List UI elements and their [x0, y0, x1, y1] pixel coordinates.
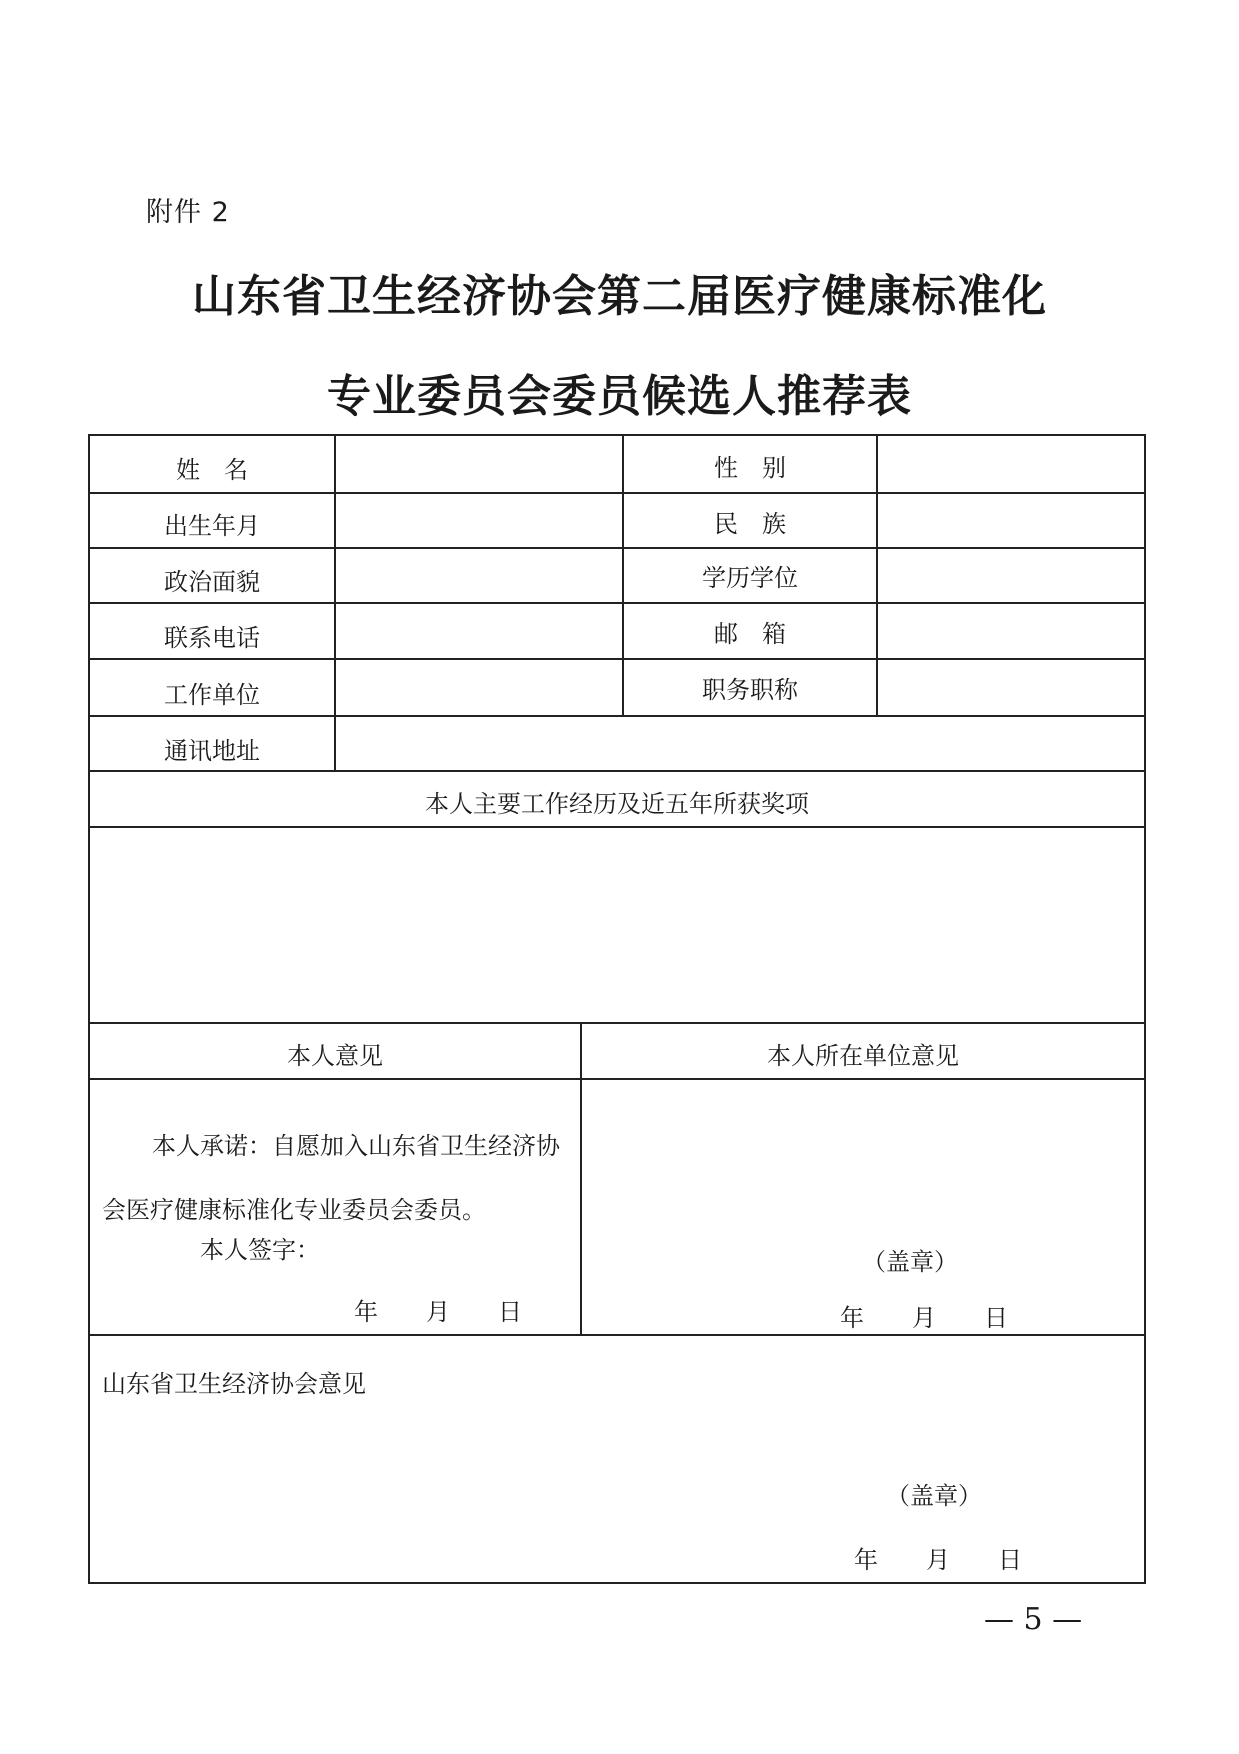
unit-date: 年 月 日	[840, 1304, 1008, 1332]
gender-field[interactable]	[878, 438, 1144, 492]
education-field[interactable]	[878, 549, 1144, 602]
form-title-line-1: 山东省卫生经济协会第二届医疗健康标准化	[192, 271, 1047, 322]
ethnicity-field[interactable]	[878, 494, 1144, 547]
association-opinion-label: 山东省卫生经济协会意见	[102, 1370, 366, 1398]
unit-seal: （盖章）	[862, 1248, 958, 1276]
label-birth: 出生年月	[164, 512, 260, 540]
row-divider	[90, 1022, 1144, 1024]
label-name: 姓 名	[176, 456, 248, 484]
employer-field[interactable]	[336, 660, 622, 715]
address-field[interactable]	[336, 717, 1144, 770]
label-position: 职务职称	[702, 676, 798, 704]
personal-opinion-header: 本人意见	[287, 1042, 383, 1070]
political-field[interactable]	[336, 549, 622, 602]
email-field[interactable]	[878, 604, 1144, 658]
label-email: 邮 箱	[714, 620, 786, 648]
row-divider	[90, 1334, 1144, 1336]
phone-field[interactable]	[336, 604, 622, 658]
personal-date: 年 月 日	[354, 1298, 522, 1326]
label-gender: 性 别	[714, 454, 786, 482]
pledge-line-1: 本人承诺：自愿加入山东省卫生经济协	[152, 1132, 560, 1160]
label-address: 通讯地址	[164, 737, 260, 765]
label-political: 政治面貌	[164, 568, 260, 596]
label-employer: 工作单位	[164, 681, 260, 709]
name-field[interactable]	[336, 438, 622, 492]
label-ethnicity: 民 族	[714, 510, 786, 538]
label-education: 学历学位	[702, 564, 798, 592]
unit-opinion-field[interactable]	[582, 1080, 1144, 1230]
form-title-line-2: 专业委员会委员候选人推荐表	[327, 371, 912, 422]
association-opinion-field[interactable]	[90, 1406, 1144, 1486]
label-phone: 联系电话	[164, 624, 260, 652]
page-number: — 5 —	[984, 1602, 1083, 1637]
attachment-label: 附件 2	[146, 197, 230, 228]
recommendation-form	[88, 434, 1146, 1584]
experience-header: 本人主要工作经历及近五年所获奖项	[425, 790, 809, 818]
row-divider	[90, 770, 1144, 772]
signature-field[interactable]	[330, 1226, 570, 1262]
experience-field[interactable]	[90, 828, 1144, 1022]
birth-field[interactable]	[336, 494, 622, 547]
association-seal: （盖章）	[886, 1482, 982, 1510]
unit-opinion-header: 本人所在单位意见	[767, 1042, 959, 1070]
pledge-line-2: 会医疗健康标准化专业委员会委员。	[102, 1196, 486, 1224]
association-date: 年 月 日	[854, 1546, 1022, 1574]
signature-label: 本人签字：	[200, 1236, 320, 1264]
position-field[interactable]	[878, 660, 1144, 715]
